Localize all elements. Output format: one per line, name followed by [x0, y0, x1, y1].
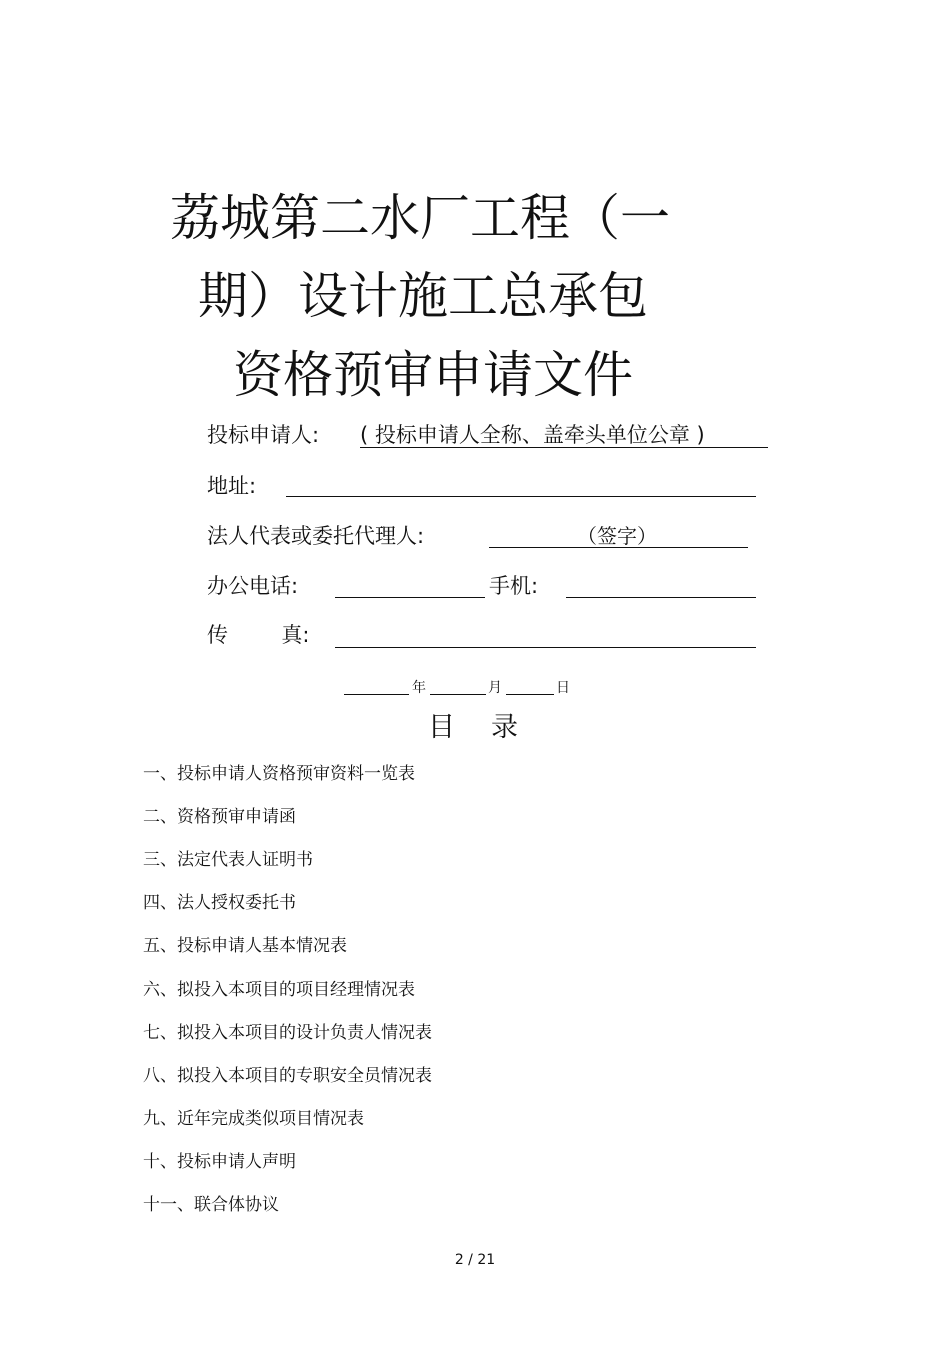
year-label: 年	[412, 680, 426, 696]
mobile-underline	[566, 597, 756, 598]
applicant-value: ( 投标申请人全称、盖牵头单位公章 )	[360, 423, 705, 447]
day-label: 日	[556, 680, 570, 696]
office-phone-underline	[335, 597, 485, 598]
page-number: 2 / 21	[454, 1252, 496, 1268]
signature-note: （签字）	[577, 524, 657, 548]
toc-title: 目录	[428, 712, 554, 743]
legal-rep-label: 法人代表或委托代理人:	[207, 524, 425, 548]
mobile-label: 手机:	[489, 574, 539, 598]
toc-item: 三、法定代表人证明书	[143, 850, 313, 870]
fax-underline	[335, 647, 756, 648]
title-line-3: 资格预审申请文件	[233, 346, 633, 404]
year-underline	[344, 694, 409, 695]
day-underline	[506, 694, 554, 695]
toc-item: 二、资格预审申请函	[143, 807, 296, 827]
toc-item: 十、投标申请人声明	[143, 1152, 296, 1172]
toc-item: 七、拟投入本项目的设计负责人情况表	[143, 1023, 432, 1043]
month-label: 月	[488, 680, 502, 696]
title-line-1: 荔城第二水厂工程（一	[170, 189, 670, 247]
title-line-2: 期）设计施工总承包	[198, 267, 648, 325]
toc-item: 六、拟投入本项目的项目经理情况表	[143, 980, 415, 1000]
office-phone-label: 办公电话:	[207, 574, 299, 598]
toc-item: 八、拟投入本项目的专职安全员情况表	[143, 1066, 432, 1086]
address-underline	[286, 496, 756, 497]
address-label: 地址:	[207, 474, 257, 498]
month-underline	[430, 694, 486, 695]
toc-item: 五、投标申请人基本情况表	[143, 936, 347, 956]
toc-item: 十一、联合体协议	[143, 1195, 279, 1215]
toc-item: 九、近年完成类似项目情况表	[143, 1109, 364, 1129]
legal-rep-underline	[489, 547, 748, 548]
applicant-underline	[360, 447, 768, 448]
applicant-label: 投标申请人:	[207, 423, 320, 447]
fax-label: 传 真:	[207, 623, 310, 647]
toc-item: 四、法人授权委托书	[143, 893, 296, 913]
toc-item: 一、投标申请人资格预审资料一览表	[143, 764, 415, 784]
